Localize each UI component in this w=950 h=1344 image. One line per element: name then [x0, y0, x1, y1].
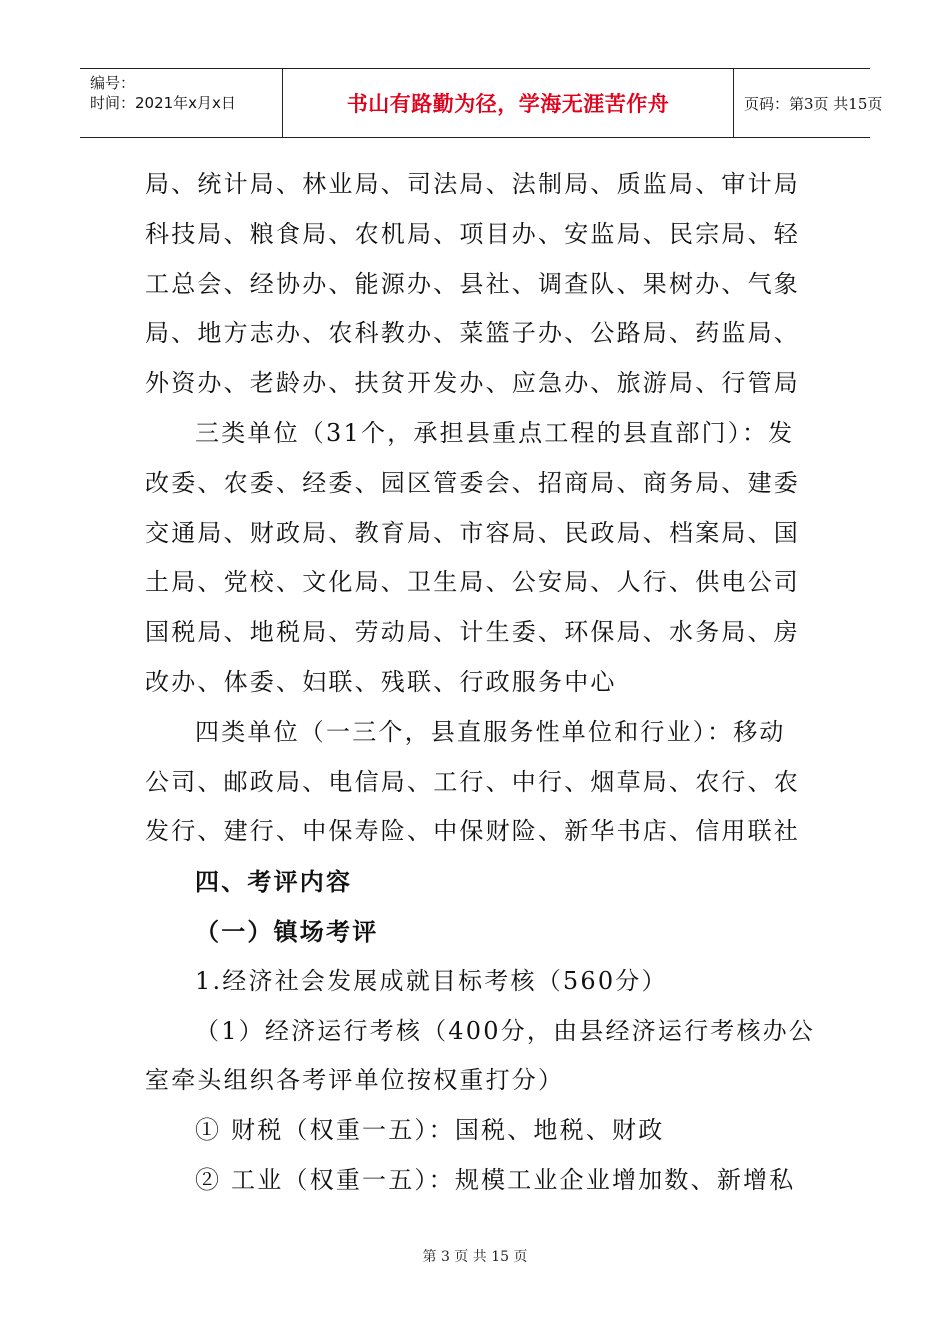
body-line: ① 财税（权重一五）：国税、地税、财政: [195, 1116, 665, 1145]
body-line: 公司、邮政局、电信局、工行、中行、烟草局、农行、农: [145, 767, 800, 796]
body-line: 科技局、粮食局、农机局、项目办、安监局、民宗局、轻: [145, 219, 800, 248]
body-line: 工总会、经协办、能源办、县社、调查队、果树办、气象: [145, 269, 800, 298]
body-line: 1.经济社会发展成就目标考核（560分）: [195, 966, 668, 995]
document-number-label: 编号：: [90, 74, 136, 92]
document-header: [80, 68, 883, 138]
body-line: 改办、体委、妇联、残联、行政服务中心: [145, 667, 617, 696]
body-line: 改委、农委、经委、园区管委会、招商局、商务局、建委: [145, 468, 800, 497]
header-page-cell: [734, 69, 883, 137]
document-date: 时间：2021年x月x日: [90, 94, 236, 112]
body-line: 四类单位（一三个，县直服务性单位和行业）：移动: [195, 717, 786, 746]
body-line: 三类单位（31个，承担县重点工程的县直部门）：发: [195, 418, 795, 447]
subsection-heading: （一）镇场考评: [195, 916, 379, 946]
header-motto: 书山有路勤为径，学海无涯苦作舟: [346, 92, 670, 116]
body-line: 局、统计局、林业局、司法局、法制局、质监局、审计局: [145, 170, 800, 198]
body-line: 交通局、财政局、教育局、市容局、民政局、档案局、国: [145, 518, 800, 547]
page-footer: 第 3 页 共 15 页: [422, 1249, 528, 1265]
body-line: ② 工业（权重一五）：规模工业企业增加数、新增私: [195, 1165, 796, 1194]
body-line: 局、地方志办、农科教办、菜篮子办、公路局、药监局、: [145, 319, 800, 348]
header-motto-cell: [282, 69, 734, 137]
body-line: 土局、党校、文化局、卫生局、公安局、人行、供电公司: [145, 568, 800, 597]
body-line: 室牵头组织各考评单位按权重打分）: [145, 1066, 565, 1095]
body-line: 国税局、地税局、劳动局、计生委、环保局、水务局、房: [145, 618, 800, 647]
body-line: 外资办、老龄办、扶贫开发办、应急办、旅游局、行管局: [145, 369, 800, 398]
header-page-info: 页码：第3页 共15页: [744, 94, 883, 113]
body-line: （1）经济运行考核（400分，由县经济运行考核办公: [195, 1016, 816, 1045]
section-heading: 四、考评内容: [195, 867, 353, 897]
document-body: [145, 160, 825, 1206]
header-meta-cell: [80, 69, 282, 137]
body-line: 发行、建行、中保寿险、中保财险、新华书店、信用联社: [145, 817, 800, 846]
